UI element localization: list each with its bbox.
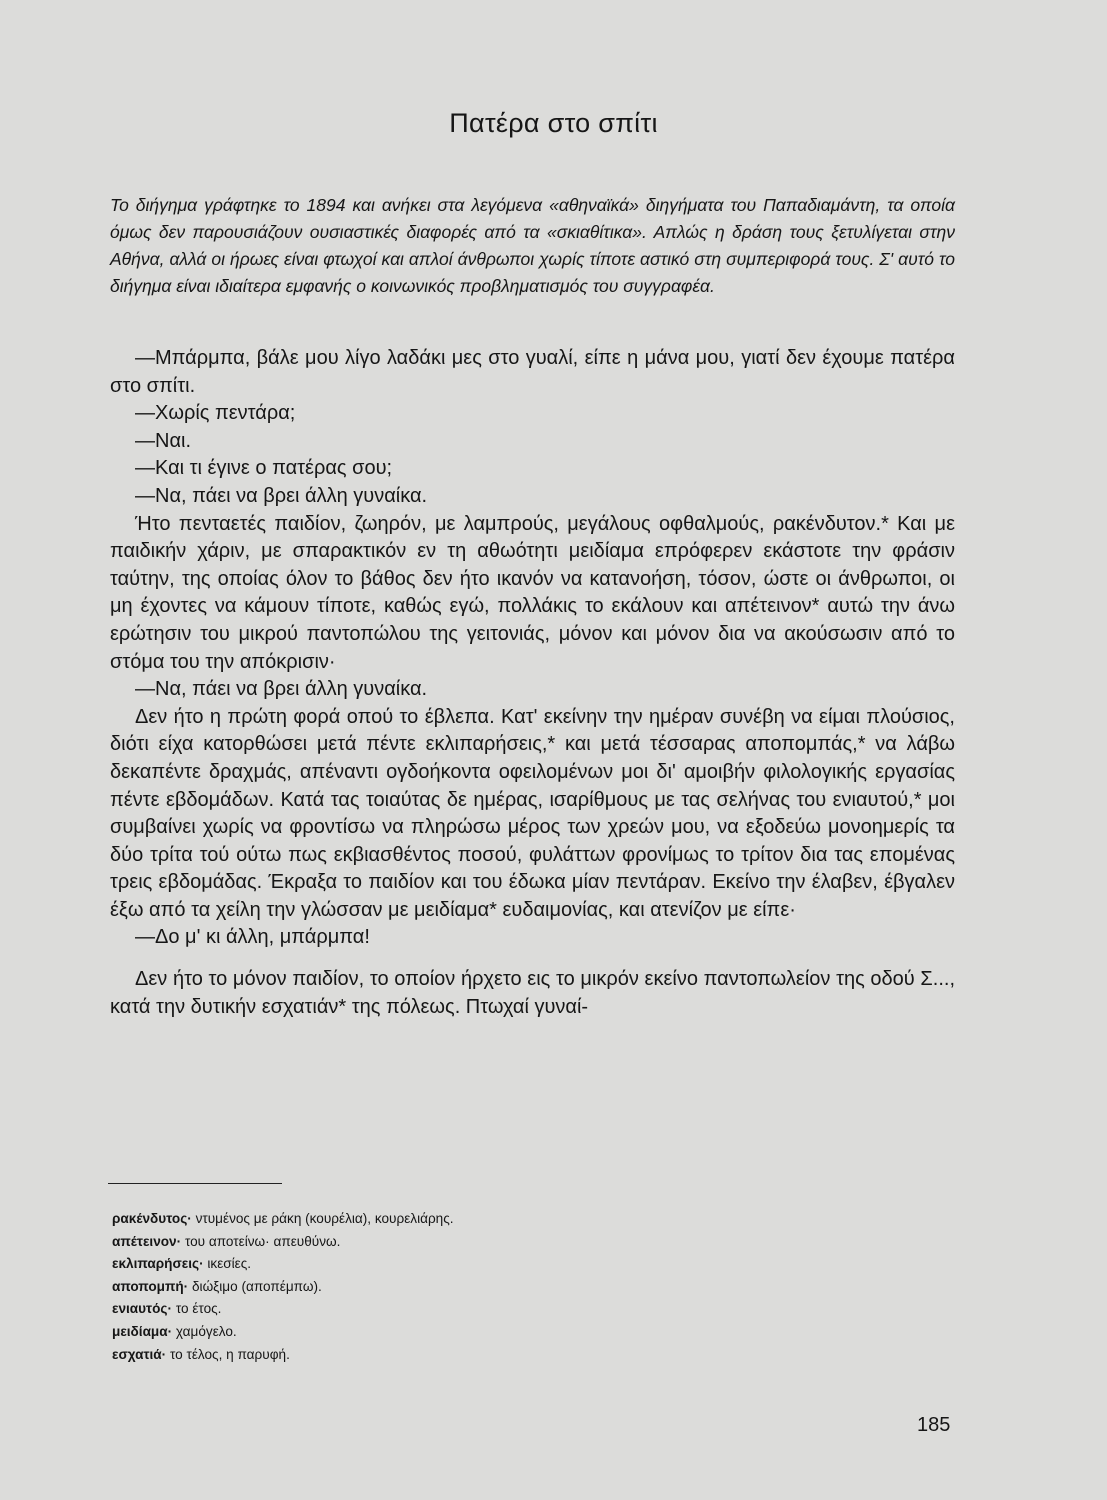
paragraph: —Και τι έγινε ο πατέρας σου; [135, 457, 393, 480]
footnote-term: απέτεινον· [112, 1233, 182, 1249]
paragraph: —Χωρίς πεντάρα; [135, 402, 296, 425]
page-number: 185 [917, 1414, 951, 1436]
paragraph: —Να, πάει να βρει άλλη γυναίκα. [135, 484, 428, 507]
footnote-definition: του αποτείνω· απευθύνω. [184, 1233, 341, 1249]
paragraph: —Μπάρμπα, βάλε μου λίγο λαδάκι μες στο γυαλί, είπε η μάνα μου, γιατί δεν έχουμε πατέρα στο σπίτι. [110, 347, 955, 397]
footnote-definition: το τέλος, η παρυφή. [169, 1346, 290, 1362]
intro-note: Το διήγημα γράφτηκε το 1894 και ανήκει στα λεγόμενα «αθηναϊκά» διηγήματα του Παπαδιαμάντη, τα οποία όμως δεν παρουσιάζουν ουσιαστικές διαφορές από τα «σκιαθίτικα». Απλώς η δράση τους ξετυλίγεται στην Αθήνα, αλλά οι ήρωες είναι φτωχοί και απλοί άνθρωποι χωρίς τίποτε αστικό στη συμπεριφορά τους. Σ' αυτό το διήγημα είναι ιδιαίτερα εμφανής ο κοινωνικός προβληματισμός του συγγραφέα. [110, 195, 955, 296]
footnote-term: ρακένδυτος· [112, 1211, 192, 1226]
paragraph: Ήτο πενταετές παιδίον, ζωηρόν, με λαμπρούς, μεγάλους οφθαλμούς, ρακένδυτον.* Και με παιδικήν χάριν, με σπαρακτικόν εν τη αθωότητι μειδίαμα επρόφερεν εκάστοτε την φράσιν ταύτην, της οποίας όλον το βάθος δεν ήτο ικανόν να κατανοήση, τόσον, ώστε οι άνθρωποι, οι μη έχοντες να κάμουν τίποτε, καθώς εγώ, πολλάκις το εκάλουν και απέτεινον* αυτώ την άνω ερώτησιν του μικρού παντοπώλου της γειτονιάς, μόνον και μόνον δια να ακούσωσιν από το στόμα του την απόκρισιν· [110, 512, 955, 673]
footnote-item [112, 1231, 812, 1254]
footnote-term: αποπομπή· [112, 1278, 189, 1294]
footnote-definition: ντυμένος με ράκη (κουρέλια), κουρελιάρης. [195, 1211, 454, 1226]
footnote-definition: ικεσίες. [207, 1256, 252, 1272]
footnote-term: εσχατιά· [112, 1346, 167, 1362]
footnote-item [112, 1344, 812, 1367]
paragraph: —Να, πάει να βρει άλλη γυναίκα. [135, 678, 428, 701]
footnote-term: εκλιπαρήσεις· [112, 1256, 204, 1272]
footnote-definition: χαμόγελο. [175, 1323, 237, 1339]
footnote-definition: το έτος. [175, 1301, 222, 1317]
paragraph: Δεν ήτο η πρώτη φορά οπού το έβλεπα. Κατ' εκείνην την ημέραν συνέβη να είμαι πλούσιος, διότι είχα κατορθώσει μετά πέντε εκλιπαρήσεις,* και μετά τέσσαρας αποπομπάς,* να λάβω δεκαπέντε δραχμάς, απέναντι ογδοήκοντα οφειλομένων μοι δι' αμοιβήν φιλολογικής εργασίας πέντε εβδομάδων. Κατά τας τοιαύτας δε ημέρας, ισαρίθμους με τας σελήνας του ενιαυτού,* μοι συμβαίνει χωρίς να φροντίσω να πληρώσω μέρος των χρεών μου, να εξοδεύω μονοημερίς τα δύο τρίτα τού ούτω πως εκβιασθέντος ποσού, φυλάττων φρονίμως το τρίτον δια τας επομένας τρεις εβδομάδας. Έκραξα το παιδίον και του έδωκα μίαν πεντάραν. Εκείνο την έλαβεν, έβγαλεν έξω από τα χείλη την γλώσσαν με μειδίαμα* ευδαιμονίας, και ατενίζον με είπε· [110, 705, 955, 921]
footnote-divider [108, 1183, 282, 1184]
footnote-item [112, 1321, 812, 1344]
footnote-item [112, 1253, 812, 1276]
story-title: Πατέρα στο σπίτι [449, 108, 658, 138]
footnote-definition: διώξιμο (αποπέμπω). [191, 1278, 322, 1294]
paragraph: —Ναι. [135, 429, 192, 452]
story-body [110, 345, 955, 1021]
footnote-term: ενιαυτός· [112, 1301, 173, 1317]
footnote-item [112, 1276, 812, 1299]
footnote-term: μειδίαμα· [112, 1323, 173, 1339]
footnote-item [112, 1298, 812, 1321]
footnote-item [112, 1208, 812, 1231]
footnotes [112, 1208, 812, 1366]
paragraph: —Δο μ' κι άλλη, μπάρμπα! [135, 926, 370, 949]
paragraph: Δεν ήτο το μόνον παιδίον, το οποίον ήρχετο εις το μικρόν εκείνο παντοπωλείον της οδού Σ..., κατά την δυτικήν εσχατιάν* της πόλεως. Πτωχαί γυναί- [110, 968, 955, 1018]
